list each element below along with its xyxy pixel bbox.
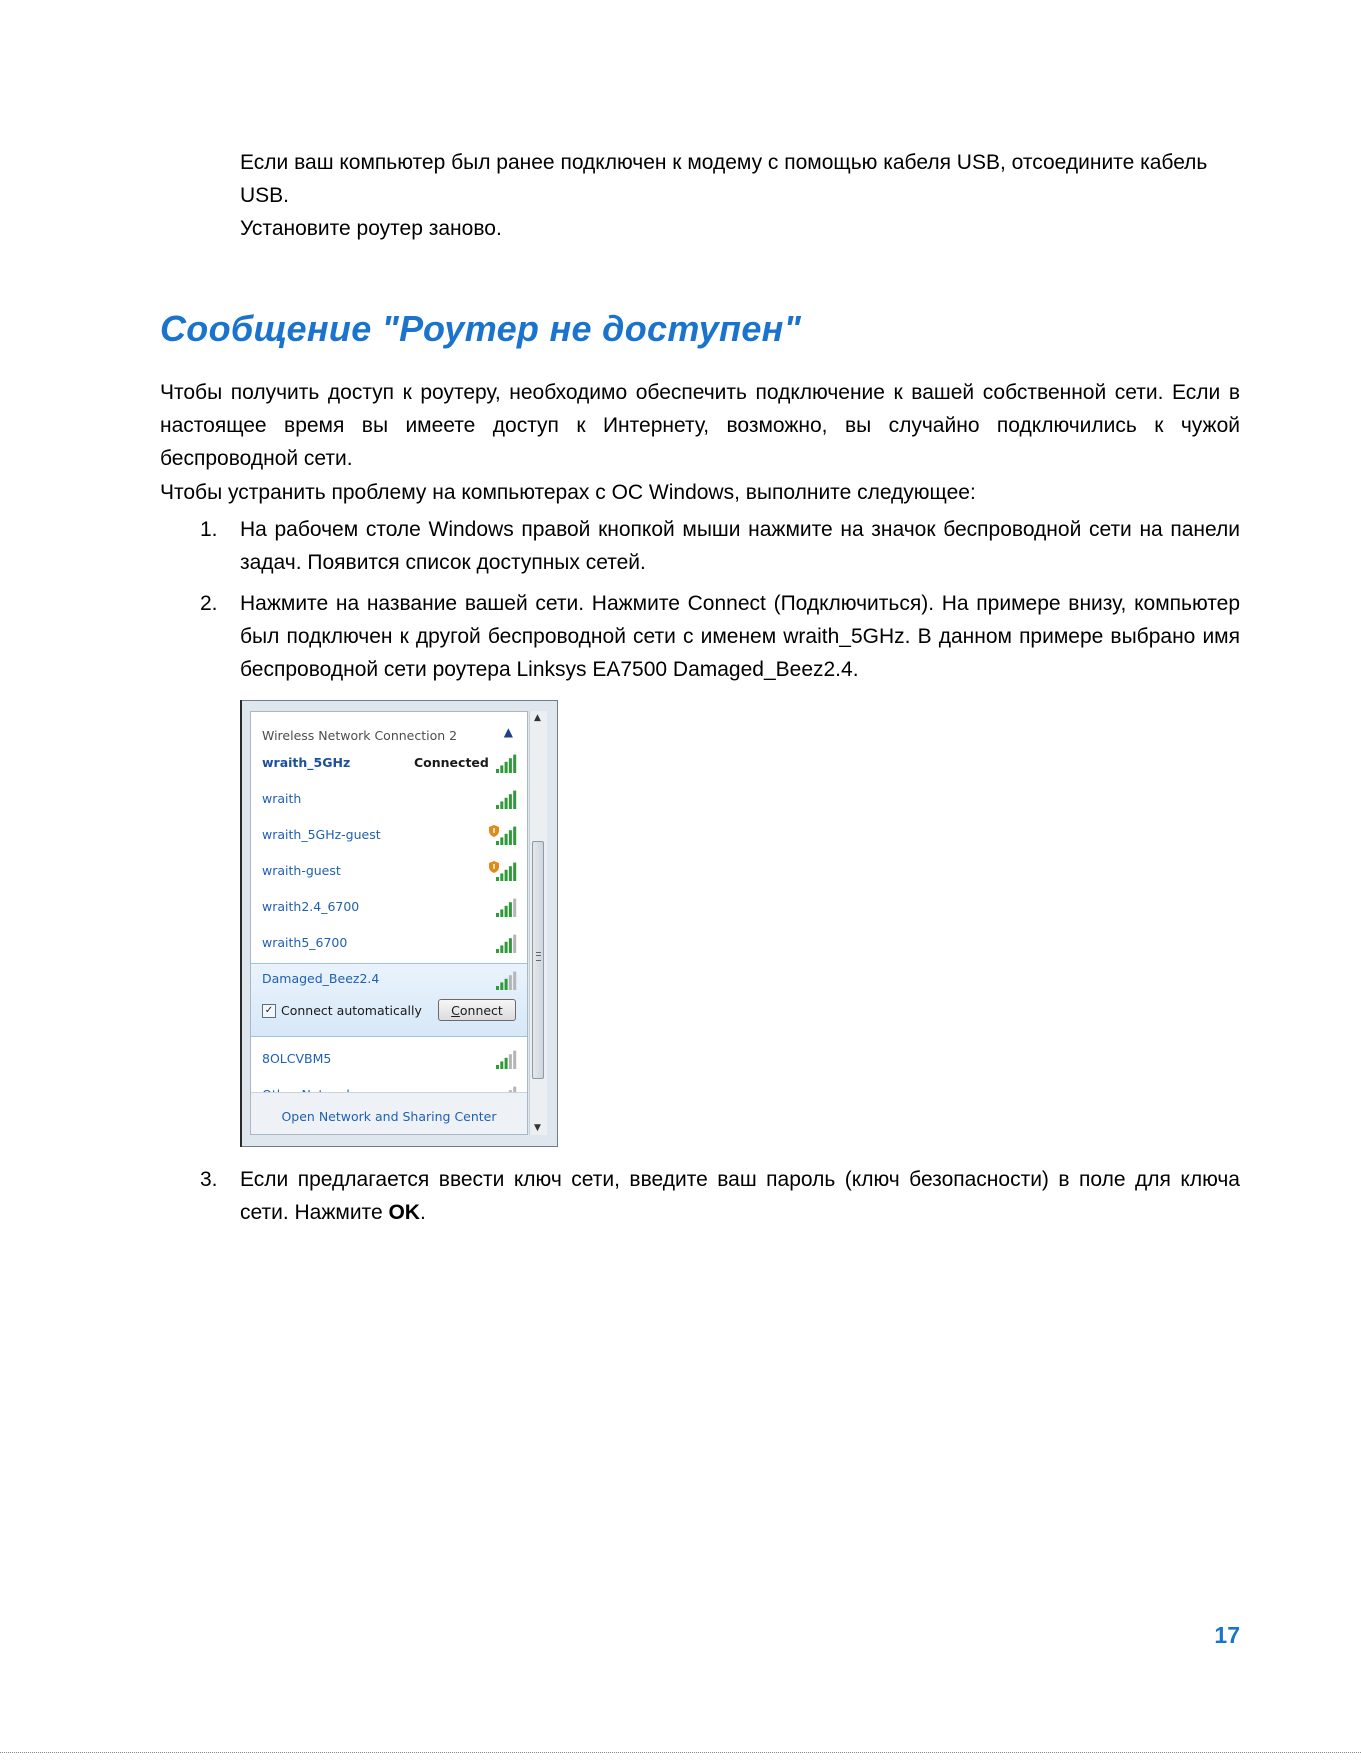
bottom-rule (0, 1752, 1361, 1753)
signal-bar (500, 982, 503, 990)
signal-bar (500, 837, 503, 845)
list-text-end: . (419, 1201, 426, 1224)
open-network-sharing-center-link[interactable]: Open Network and Sharing Center (281, 1109, 497, 1124)
signal-bar (513, 935, 516, 953)
signal-icon (494, 971, 518, 991)
signal-bar (505, 942, 508, 953)
list-number: 1. (200, 518, 218, 541)
signal-bar (513, 791, 516, 809)
signal-bar (500, 873, 503, 881)
signal-bar (513, 1051, 516, 1069)
signal-bar (496, 986, 499, 990)
network-name: wraith-guest (262, 863, 341, 878)
popup-footer (251, 1092, 527, 1134)
signal-bar (513, 972, 516, 990)
section-heading: Сообщение "Роутер не доступен" (160, 308, 802, 349)
signal-icon (494, 934, 518, 954)
network-name: wraith_5GHz-guest (262, 827, 381, 842)
list-text: На рабочем столе Windows правой кнопкой мыши нажмите на значок беспроводной сети на панели задач. Появится список доступных сетей. (240, 518, 1240, 574)
signal-bar (509, 1054, 512, 1069)
list-text-main: Если предлагается ввести ключ сети, введите ваш пароль (ключ безопасности) в поле для ключа сети. Нажмите (240, 1168, 1240, 1224)
network-name: wraith (262, 791, 302, 806)
network-row[interactable] (251, 854, 527, 888)
signal-bar (500, 945, 503, 953)
signal-icon (494, 790, 518, 810)
network-row[interactable] (251, 746, 527, 780)
scrollbar[interactable] (529, 711, 547, 1135)
usb-paragraph: Если ваш компьютер был ранее подключен к модему с помощью кабеля USB, отсоедините кабель USB. (240, 151, 1208, 207)
signal-bar (496, 805, 499, 809)
network-name: Damaged_Beez2.4 (262, 971, 380, 986)
connect-automatically-label: Connect automatically (281, 1003, 422, 1018)
signal-bar (505, 798, 508, 809)
network-name: 8OLCVBM5 (262, 1051, 332, 1066)
signal-bar (513, 755, 516, 773)
scroll-down-arrow-icon[interactable]: ▼ (534, 1123, 541, 1133)
connection-status: Connected (414, 755, 489, 770)
signal-bar (500, 1061, 503, 1069)
connect-automatically-checkbox[interactable]: ✓ (262, 1004, 276, 1018)
signal-bar (509, 975, 512, 990)
signal-bar (505, 870, 508, 881)
connection-header (251, 712, 527, 746)
page-number: 17 (1214, 1622, 1240, 1648)
signal-icon (494, 754, 518, 774)
list-item (160, 1163, 1240, 1229)
network-row[interactable] (251, 782, 527, 816)
scroll-up-arrow-icon[interactable]: ▲ (534, 713, 541, 723)
signal-bar (509, 794, 512, 809)
body-paragraph-1: Чтобы получить доступ к роутеру, необходимо обеспечить подключение к вашей собственной сети. Если в настоящее время вы имеете доступ к Интернету, возможно, вы случайно подключились к чужой беспроводной сети. (160, 381, 1240, 470)
signal-bar (496, 1065, 499, 1069)
reinstall-paragraph: Установите роутер заново. (240, 217, 502, 240)
signal-bar (496, 949, 499, 953)
signal-bar (509, 830, 512, 845)
network-name: wraith2.4_6700 (262, 899, 360, 914)
signal-bar (500, 801, 503, 809)
list-text: Нажмите на название вашей сети. Нажмите Connect (Подключиться). На примере внизу, компьютер был подключен к другой беспроводной сети с именем wraith_5GHz. В данном примере выбрано имя беспроводной сети роутера Linksys EA7500 Damaged_Beez2.4. (240, 592, 1240, 681)
network-row[interactable] (251, 1042, 527, 1076)
connect-button[interactable] (438, 999, 516, 1021)
signal-bar (513, 827, 516, 845)
signal-icon (494, 826, 518, 846)
signal-bar (496, 769, 499, 773)
network-row[interactable] (251, 818, 527, 852)
selected-network[interactable] (251, 963, 527, 1037)
scroll-thumb[interactable] (532, 841, 544, 1079)
list-item (160, 587, 1240, 686)
network-name: wraith_5GHz (262, 755, 351, 770)
signal-bar (505, 762, 508, 773)
network-row[interactable] (251, 890, 527, 924)
signal-bar (509, 902, 512, 917)
popup-left-edge (240, 700, 242, 1147)
signal-bar (505, 834, 508, 845)
network-list-panel (250, 711, 528, 1135)
wireless-networks-popup (240, 700, 558, 1147)
signal-bar (500, 765, 503, 773)
connect-label: onnect (459, 1002, 503, 1018)
signal-bar (500, 909, 503, 917)
signal-bar (496, 841, 499, 845)
list-number: 3. (200, 1168, 218, 1191)
signal-icon (494, 1050, 518, 1070)
ok-label: OK (388, 1201, 420, 1224)
signal-bar (505, 1058, 508, 1069)
body-paragraph-2: Чтобы устранить проблему на компьютерах с ОС Windows, выполните следующее: (160, 481, 976, 504)
signal-bar (513, 899, 516, 917)
signal-icon (494, 898, 518, 918)
signal-bar (509, 938, 512, 953)
signal-bar (513, 863, 516, 881)
collapse-icon[interactable]: ▲ (503, 725, 513, 739)
signal-bar (505, 979, 508, 990)
network-row[interactable] (251, 926, 527, 960)
network-name: wraith5_6700 (262, 935, 348, 950)
signal-bar (496, 877, 499, 881)
list-item (160, 513, 1240, 579)
signal-bar (509, 758, 512, 773)
signal-bar (509, 866, 512, 881)
signal-bar (505, 906, 508, 917)
list-text (240, 1163, 1240, 1229)
connect-access-key: C (451, 1002, 460, 1018)
signal-icon (494, 862, 518, 882)
connection-header-label: Wireless Network Connection 2 (262, 728, 458, 743)
signal-bar (496, 913, 499, 917)
list-number: 2. (200, 592, 218, 615)
